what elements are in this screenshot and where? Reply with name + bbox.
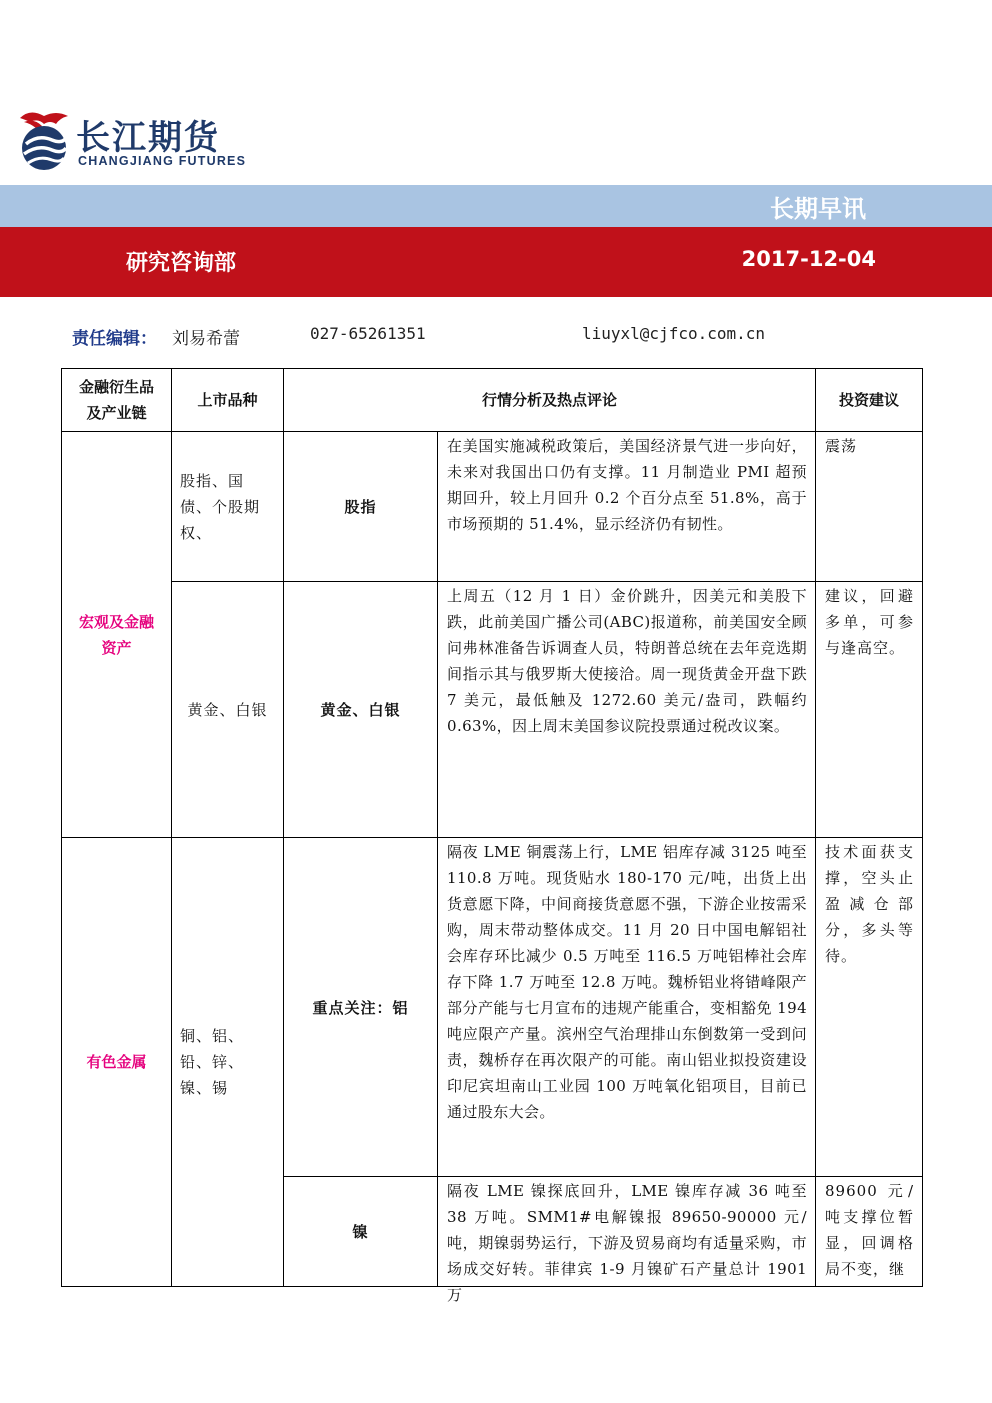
department-name: 研究咨询部 <box>126 251 237 276</box>
editor-line <box>72 324 932 350</box>
advice-cell: 建议，回避多单，可参与逢高空。 <box>816 582 923 838</box>
advice-text-clipped: 89600 元/吨支撑位暂显，回调格局不变，继 <box>825 1182 915 1278</box>
table-row <box>62 838 923 1177</box>
advice-cell <box>816 1177 923 1287</box>
company-logo <box>16 108 256 174</box>
header-category: 金融衍生品及产业链 <box>62 369 172 432</box>
variety-cell: 镍 <box>284 1177 438 1287</box>
listed-cell: 黄金、白银 <box>172 582 284 838</box>
category-cell: 宏观及金融资产 <box>62 432 172 838</box>
table-row <box>62 582 923 838</box>
category-cell: 有色金属 <box>62 838 172 1287</box>
advice-cell: 技术面获支撑，空头止盈减仓部分，多头等待。 <box>816 838 923 1177</box>
variety-cell: 重点关注：铝 <box>284 838 438 1177</box>
advice-cell: 震荡 <box>816 432 923 582</box>
logo-chinese-text: 长江期货 <box>76 118 220 158</box>
table-header-row <box>62 369 923 432</box>
header-listed: 上市品种 <box>172 369 284 432</box>
listed-cell: 铜、铝、铅、锌、镍、锡 <box>172 838 284 1287</box>
analysis-cell: 隔夜 LME 铜震荡上行，LME 铝库存减 3125 吨至 110.8 万吨。现货贴水 180-170 元/吨，出货上出货意愿下降，中间商接货意愿不强，下游企业按需采购，周末带动整体成交。11 月 20 日中国电解铝社会库存环比减少 0.5 万吨至 116.5 万吨铝棒社会库存下降 1.7 万吨至 12.8 万吨。魏桥铝业将错峰限产部分产能与七月宣布的违规产能重合，变相豁免 194 吨应限产产量。滨州空气治理排山东倒数第一受到问责，魏桥存在再次限产的可能。南山铝业拟投资建设印尼宾坦南山工业园 100 万吨氧化铝项目，目前已通过股东大会。 <box>438 838 816 1177</box>
listed-cell: 股指、国债、个股期权、 <box>172 432 284 582</box>
table-row <box>62 432 923 582</box>
variety-cell: 股指 <box>284 432 438 582</box>
analysis-table <box>61 368 923 1304</box>
changjiang-emblem-icon <box>16 108 72 172</box>
editor-name: 刘易希蕾 <box>172 329 240 349</box>
analysis-cell <box>438 1177 816 1304</box>
logo-english-text: CHANGJIANG FUTURES <box>78 154 247 168</box>
report-date: 2017-12-04 <box>741 247 876 271</box>
editor-label: 责任编辑： <box>72 329 157 349</box>
header-analysis: 行情分析及热点评论 <box>284 369 816 432</box>
report-title-band <box>0 185 992 227</box>
analysis-cell: 上周五（12 月 1 日）金价跳升，因美元和美股下跌，此前美国广播公司(ABC)报道称，前美国安全顾问弗林准备告诉调查人员，特朗普总统在去年竞选期间指示其与俄罗斯大使接洽。周一现货黄金开盘下跌 7 美元，最低触及 1272.60 美元/盎司，跌幅约 0.63%，因上周末美国参议院投票通过税改议案。 <box>438 582 816 838</box>
header-advice: 投资建议 <box>816 369 923 432</box>
analysis-cell: 在美国实施减税政策后，美国经济景气进一步向好，未来对我国出口仍有支撑。11 月制造业 PMI 超预期回升，较上月回升 0.2 个百分点至 51.8%，高于市场预期的 51.4%，显示经济仍有韧性。 <box>438 432 816 582</box>
department-band <box>0 227 992 297</box>
editor-phone: 027-65261351 <box>310 324 426 343</box>
editor-email[interactable]: liuyxl@cjfco.com.cn <box>582 324 766 343</box>
report-title: 长期早讯 <box>770 195 866 223</box>
variety-cell: 黄金、白银 <box>284 582 438 838</box>
analysis-text-clipped: 隔夜 LME 镍探底回升，LME 镍库存减 36 吨至 38 万吨。SMM1#电解镍报 89650-90000 元/吨，期镍弱势运行，下游及贸易商均有适量采购，市场成交好转。菲律宾 1-9 月镍矿石产量总计 1901 万 <box>447 1182 808 1304</box>
